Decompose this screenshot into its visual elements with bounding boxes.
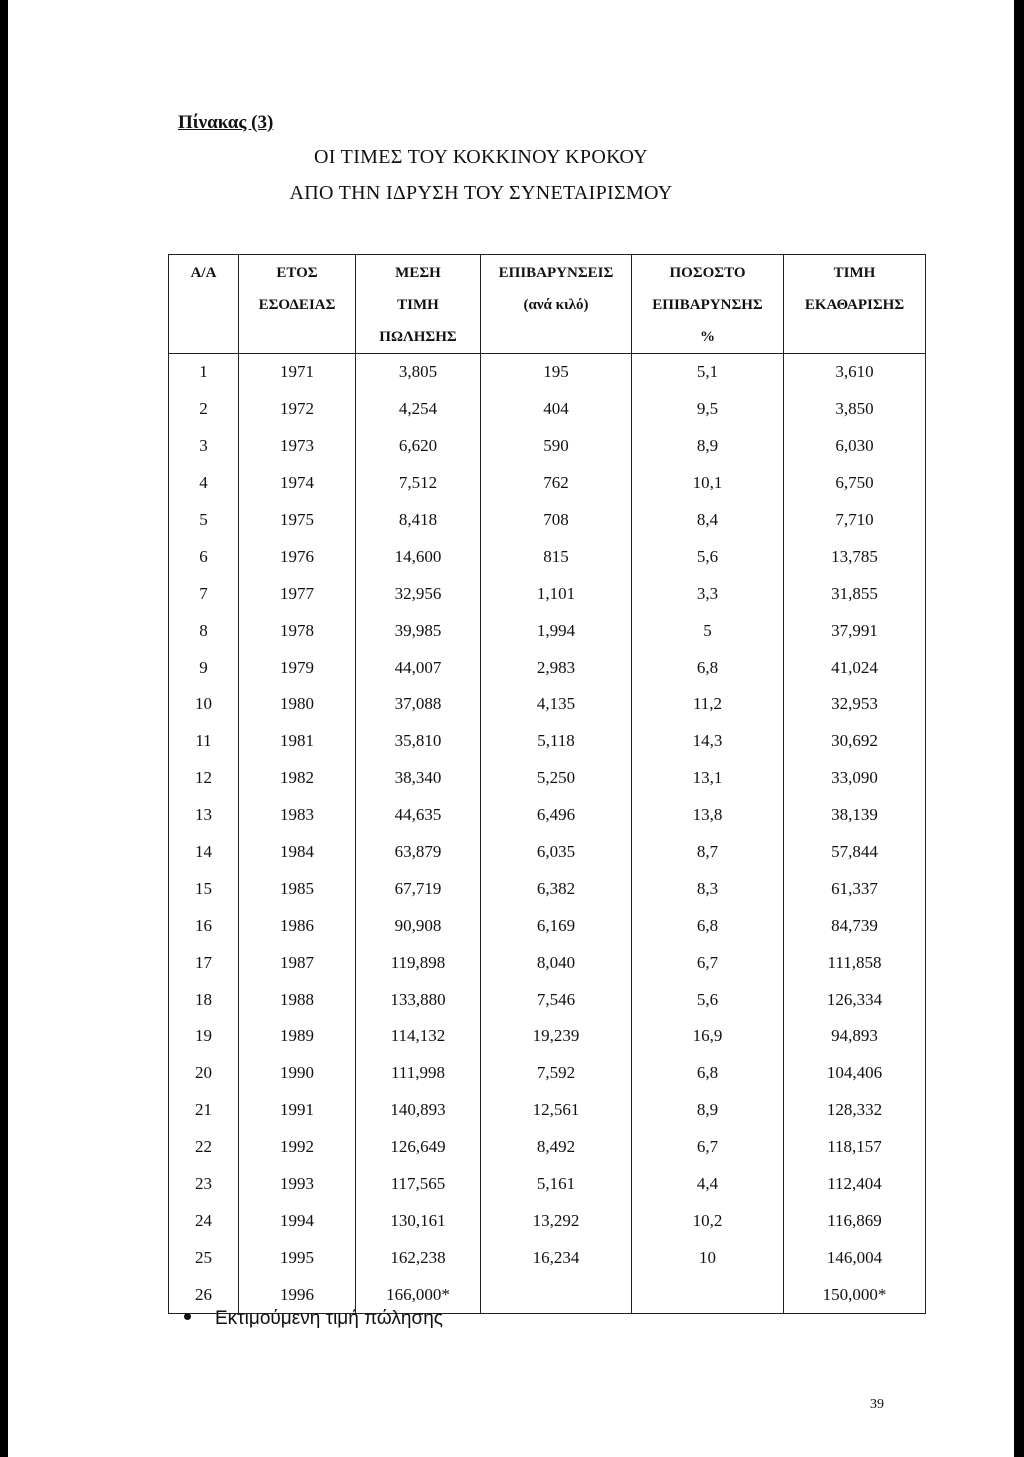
cell-aa: 18 (169, 981, 239, 1018)
cell-net-price: 38,139 (784, 797, 926, 834)
cell-net-price: 13,785 (784, 538, 926, 575)
cell-avg-price: 44,007 (356, 649, 481, 686)
table-row (169, 465, 926, 502)
cell-year: 1993 (239, 1166, 356, 1203)
cell-year: 1995 (239, 1239, 356, 1276)
cell-charges: 815 (481, 538, 632, 575)
cell-year: 1971 (239, 354, 356, 391)
cell-charge-percent: 5,6 (632, 981, 784, 1018)
cell-aa: 15 (169, 870, 239, 907)
table-row (169, 981, 926, 1018)
cell-avg-price: 119,898 (356, 944, 481, 981)
cell-year: 1989 (239, 1018, 356, 1055)
table-row (169, 834, 926, 871)
column-header-year (239, 255, 356, 354)
cell-net-price: 7,710 (784, 502, 926, 539)
cell-avg-price: 4,254 (356, 391, 481, 428)
cell-charge-percent: 8,4 (632, 502, 784, 539)
cell-aa: 6 (169, 538, 239, 575)
cell-aa: 14 (169, 834, 239, 871)
cell-charges: 6,382 (481, 870, 632, 907)
column-header-line: ΠΩΛΗΣΗΣ (379, 329, 457, 345)
cell-aa: 4 (169, 465, 239, 502)
cell-year: 1979 (239, 649, 356, 686)
cell-year: 1987 (239, 944, 356, 981)
cell-aa: 8 (169, 612, 239, 649)
document-sheet (8, 0, 1014, 1457)
cell-net-price: 3,610 (784, 354, 926, 391)
cell-charge-percent: 6,8 (632, 649, 784, 686)
cell-charges: 8,040 (481, 944, 632, 981)
cell-avg-price: 130,161 (356, 1202, 481, 1239)
table-body (169, 354, 926, 1314)
cell-avg-price: 111,998 (356, 1055, 481, 1092)
cell-avg-price: 6,620 (356, 428, 481, 465)
cell-net-price: 146,004 (784, 1239, 926, 1276)
cell-net-price: 33,090 (784, 760, 926, 797)
cell-aa: 7 (169, 575, 239, 612)
cell-avg-price: 32,956 (356, 575, 481, 612)
cell-charges: 4,135 (481, 686, 632, 723)
column-header-line: % (700, 329, 715, 345)
cell-net-price: 126,334 (784, 981, 926, 1018)
cell-charge-percent: 11,2 (632, 686, 784, 723)
cell-aa: 23 (169, 1166, 239, 1203)
column-header-line: ΕΤΟΣ (276, 265, 318, 281)
cell-net-price: 94,893 (784, 1018, 926, 1055)
table-title-line-2: ΑΠΟ ΤΗΝ ΙΔΡΥΣΗ ΤΟΥ ΣΥΝΕΤΑΙΡΙΣΜΟΥ (289, 182, 673, 204)
cell-charge-percent: 8,9 (632, 428, 784, 465)
table-header-row (169, 255, 926, 354)
cell-aa: 5 (169, 502, 239, 539)
column-header-line: ΕΚΑΘΑΡΙΣΗΣ (804, 297, 905, 313)
cell-year: 1974 (239, 465, 356, 502)
cell-charge-percent: 13,1 (632, 760, 784, 797)
cell-year: 1988 (239, 981, 356, 1018)
cell-net-price: 6,030 (784, 428, 926, 465)
cell-net-price: 37,991 (784, 612, 926, 649)
cell-year: 1976 (239, 538, 356, 575)
table-row (169, 538, 926, 575)
table-title-line-1: ΟΙ ΤΙΜΕΣ ΤΟΥ ΚΟΚΚΙΝΟΥ ΚΡΟΚΟΥ (314, 146, 648, 168)
cell-aa: 16 (169, 907, 239, 944)
cell-charges: 195 (481, 354, 632, 391)
cell-avg-price: 3,805 (356, 354, 481, 391)
cell-avg-price: 44,635 (356, 797, 481, 834)
column-header-line: ΕΠΙΒΑΡΥΝΣΕΙΣ (498, 265, 614, 281)
cell-year: 1994 (239, 1202, 356, 1239)
table-row (169, 907, 926, 944)
table-row (169, 944, 926, 981)
cell-avg-price: 67,719 (356, 870, 481, 907)
cell-avg-price: 35,810 (356, 723, 481, 760)
cell-avg-price: 140,893 (356, 1092, 481, 1129)
cell-charges: 12,561 (481, 1092, 632, 1129)
cell-aa: 24 (169, 1202, 239, 1239)
column-header-charges (481, 255, 632, 354)
cell-avg-price: 166,000* (356, 1276, 481, 1313)
table-row (169, 1166, 926, 1203)
cell-charge-percent: 6,7 (632, 1129, 784, 1166)
column-header-line: ΕΠΙΒΑΡΥΝΣΗΣ (652, 297, 763, 313)
cell-charge-percent: 8,7 (632, 834, 784, 871)
cell-avg-price: 90,908 (356, 907, 481, 944)
cell-charges: 1,994 (481, 612, 632, 649)
cell-charges: 6,035 (481, 834, 632, 871)
cell-charge-percent: 10 (632, 1239, 784, 1276)
cell-charges: 6,169 (481, 907, 632, 944)
cell-net-price: 31,855 (784, 575, 926, 612)
column-header-line: ΠΟΣΟΣΤΟ (669, 265, 746, 281)
cell-year: 1984 (239, 834, 356, 871)
table-row (169, 723, 926, 760)
column-header-line: ΜΕΣΗ (395, 265, 441, 281)
cell-year: 1982 (239, 760, 356, 797)
cell-aa: 2 (169, 391, 239, 428)
cell-charge-percent (632, 1276, 784, 1313)
cell-aa: 20 (169, 1055, 239, 1092)
cell-charges: 7,592 (481, 1055, 632, 1092)
column-header-aa (169, 255, 239, 354)
cell-avg-price: 14,600 (356, 538, 481, 575)
cell-avg-price: 37,088 (356, 686, 481, 723)
cell-charge-percent: 8,3 (632, 870, 784, 907)
cell-year: 1977 (239, 575, 356, 612)
cell-charges: 2,983 (481, 649, 632, 686)
cell-charges: 1,101 (481, 575, 632, 612)
saffron-price-table (168, 254, 926, 1314)
table-row (169, 797, 926, 834)
table-row (169, 760, 926, 797)
cell-charges (481, 1276, 632, 1313)
cell-avg-price: 126,649 (356, 1129, 481, 1166)
cell-aa: 22 (169, 1129, 239, 1166)
cell-charges: 19,239 (481, 1018, 632, 1055)
table-row (169, 1055, 926, 1092)
cell-charge-percent: 6,8 (632, 1055, 784, 1092)
cell-aa: 25 (169, 1239, 239, 1276)
table-row (169, 1239, 926, 1276)
cell-net-price: 57,844 (784, 834, 926, 871)
cell-charges: 8,492 (481, 1129, 632, 1166)
cell-charge-percent: 10,2 (632, 1202, 784, 1239)
table-row (169, 575, 926, 612)
cell-charge-percent: 8,9 (632, 1092, 784, 1129)
table-row (169, 686, 926, 723)
cell-charge-percent: 4,4 (632, 1166, 784, 1203)
cell-year: 1975 (239, 502, 356, 539)
table-row (169, 354, 926, 391)
cell-year: 1978 (239, 612, 356, 649)
cell-aa: 9 (169, 649, 239, 686)
cell-aa: 13 (169, 797, 239, 834)
table-row (169, 649, 926, 686)
cell-charges: 762 (481, 465, 632, 502)
cell-charges: 590 (481, 428, 632, 465)
cell-net-price: 3,850 (784, 391, 926, 428)
cell-charge-percent: 3,3 (632, 575, 784, 612)
cell-aa: 19 (169, 1018, 239, 1055)
cell-net-price: 150,000* (784, 1276, 926, 1313)
cell-net-price: 128,332 (784, 1092, 926, 1129)
cell-year: 1990 (239, 1055, 356, 1092)
cell-charges: 404 (481, 391, 632, 428)
cell-avg-price: 117,565 (356, 1166, 481, 1203)
cell-charge-percent: 9,5 (632, 391, 784, 428)
cell-charge-percent: 6,8 (632, 907, 784, 944)
cell-year: 1980 (239, 686, 356, 723)
cell-net-price: 84,739 (784, 907, 926, 944)
column-header-line: ΤΙΜΗ (833, 265, 876, 281)
cell-aa: 12 (169, 760, 239, 797)
cell-charges: 5,118 (481, 723, 632, 760)
table-row (169, 391, 926, 428)
cell-year: 1983 (239, 797, 356, 834)
cell-net-price: 118,157 (784, 1129, 926, 1166)
cell-year: 1972 (239, 391, 356, 428)
cell-charges: 13,292 (481, 1202, 632, 1239)
cell-aa: 10 (169, 686, 239, 723)
table-row (169, 428, 926, 465)
column-header-line: (ανά κιλό) (523, 297, 589, 313)
cell-net-price: 104,406 (784, 1055, 926, 1092)
cell-net-price: 32,953 (784, 686, 926, 723)
cell-year: 1992 (239, 1129, 356, 1166)
column-header-line: ΕΣΟΔΕΙΑΣ (258, 297, 336, 313)
table-label: Πίνακας (3) (178, 112, 274, 133)
table-row (169, 612, 926, 649)
cell-avg-price: 114,132 (356, 1018, 481, 1055)
cell-aa: 17 (169, 944, 239, 981)
cell-net-price: 116,869 (784, 1202, 926, 1239)
cell-charges: 7,546 (481, 981, 632, 1018)
cell-net-price: 30,692 (784, 723, 926, 760)
cell-year: 1981 (239, 723, 356, 760)
cell-charges: 5,161 (481, 1166, 632, 1203)
cell-avg-price: 38,340 (356, 760, 481, 797)
cell-charge-percent: 10,1 (632, 465, 784, 502)
cell-charges: 708 (481, 502, 632, 539)
cell-aa: 11 (169, 723, 239, 760)
page-number: 39 (870, 1397, 884, 1412)
cell-avg-price: 7,512 (356, 465, 481, 502)
column-header-net-price (784, 255, 926, 354)
cell-charges: 5,250 (481, 760, 632, 797)
cell-charge-percent: 13,8 (632, 797, 784, 834)
cell-aa: 3 (169, 428, 239, 465)
cell-charge-percent: 6,7 (632, 944, 784, 981)
cell-year: 1991 (239, 1092, 356, 1129)
cell-avg-price: 63,879 (356, 834, 481, 871)
cell-aa: 21 (169, 1092, 239, 1129)
cell-aa: 26 (169, 1276, 239, 1313)
cell-charge-percent: 5 (632, 612, 784, 649)
cell-charge-percent: 14,3 (632, 723, 784, 760)
bullet-icon (184, 1313, 191, 1320)
cell-charge-percent: 16,9 (632, 1018, 784, 1055)
cell-net-price: 112,404 (784, 1166, 926, 1203)
footnote (184, 1308, 443, 1330)
cell-charges: 6,496 (481, 797, 632, 834)
cell-year: 1973 (239, 428, 356, 465)
table-row (169, 1202, 926, 1239)
table-row (169, 502, 926, 539)
cell-avg-price: 39,985 (356, 612, 481, 649)
cell-charges: 16,234 (481, 1239, 632, 1276)
cell-avg-price: 133,880 (356, 981, 481, 1018)
cell-net-price: 61,337 (784, 870, 926, 907)
cell-net-price: 111,858 (784, 944, 926, 981)
table-row (169, 1092, 926, 1129)
column-header-line: ΤΙΜΗ (397, 297, 439, 313)
column-header-line: Α/Α (190, 265, 217, 281)
footnote-text: Εκτιμούμενη τιμή πώλησης (215, 1308, 443, 1329)
cell-year: 1985 (239, 870, 356, 907)
column-header-avg-price (356, 255, 481, 354)
cell-aa: 1 (169, 354, 239, 391)
cell-year: 1986 (239, 907, 356, 944)
table-row (169, 1018, 926, 1055)
cell-net-price: 41,024 (784, 649, 926, 686)
cell-charge-percent: 5,6 (632, 538, 784, 575)
cell-year: 1996 (239, 1276, 356, 1313)
cell-avg-price: 8,418 (356, 502, 481, 539)
cell-avg-price: 162,238 (356, 1239, 481, 1276)
cell-net-price: 6,750 (784, 465, 926, 502)
table-row (169, 870, 926, 907)
table-row (169, 1129, 926, 1166)
cell-charge-percent: 5,1 (632, 354, 784, 391)
column-header-charge-percent (632, 255, 784, 354)
